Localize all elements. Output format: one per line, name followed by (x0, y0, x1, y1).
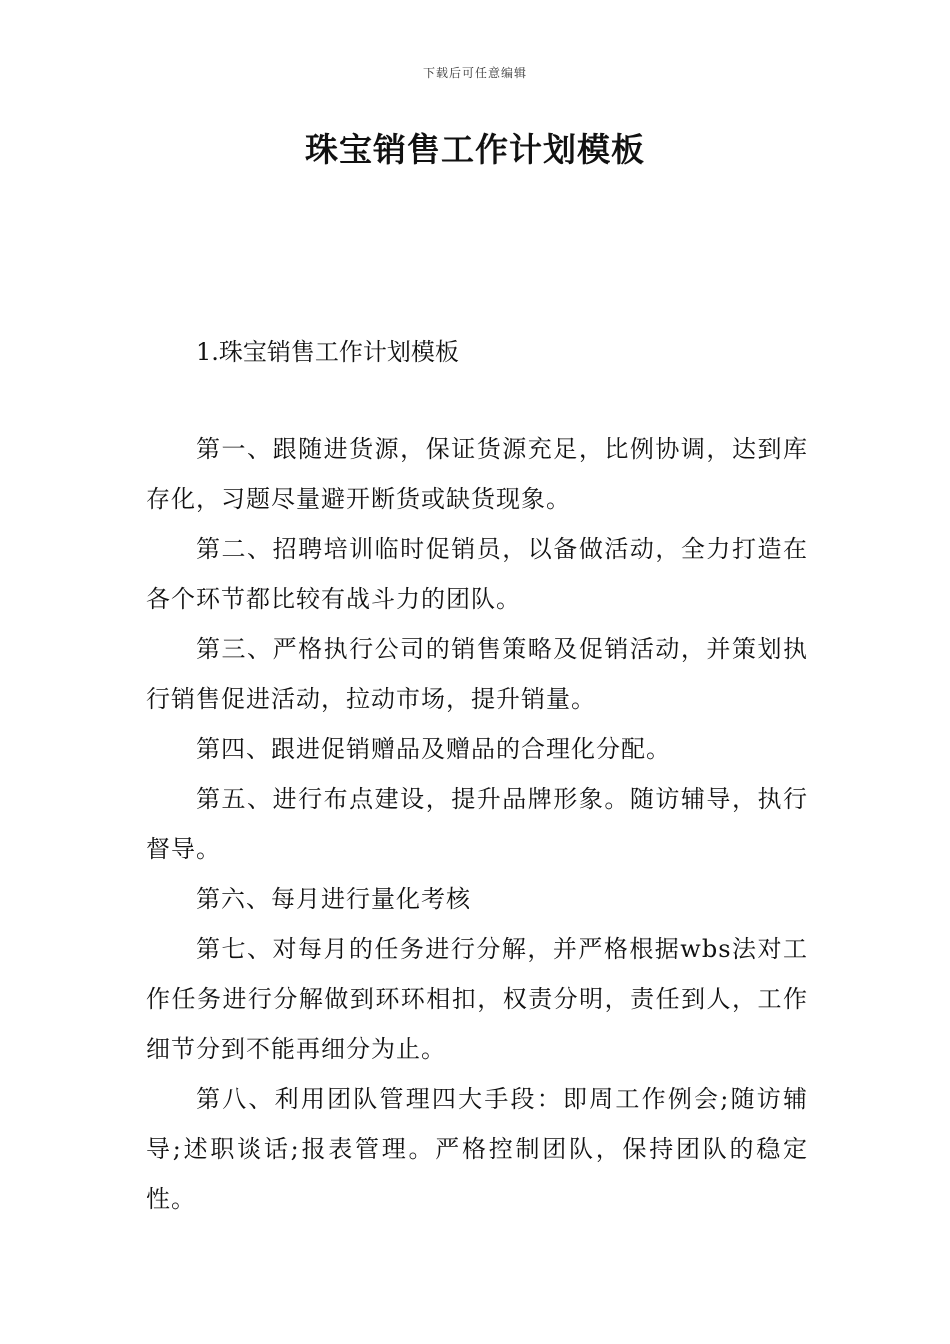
document-title: 珠宝销售工作计划模板 (305, 130, 645, 169)
paragraph-2: 第二、招聘培训临时促销员，以备做活动，全力打造在各个环节都比较有战斗力的团队。 (146, 535, 808, 613)
paragraph-7: 第七、对每月的任务进行分解，并严格根据wbs法对工作任务进行分解做到环环相扣，权责分明，责任到人，工作细节分到不能再细分为止。 (146, 935, 808, 1063)
paragraph-5: 第五、进行布点建设，提升品牌形象。随访辅导，执行督导。 (146, 785, 808, 863)
paragraph-3: 第三、严格执行公司的销售策略及促销活动，并策划执行销售促进活动，拉动市场，提升销量。 (146, 635, 808, 713)
header-note: 下载后可任意编辑 (422, 66, 527, 80)
paragraph-4: 第四、跟进促销赠品及赠品的合理化分配。 (196, 735, 671, 763)
section-heading: 1.珠宝销售工作计划模板 (196, 338, 459, 366)
paragraph-8: 第八、利用团队管理四大手段：即周工作例会;随访辅导;述职谈话;报表管理。严格控制团队，保持团队的稳定性。 (146, 1085, 808, 1213)
paragraph-1: 第一、跟随进货源，保证货源充足，比例协调，达到库存化，习题尽量避开断货或缺货现象。 (146, 435, 808, 513)
body-text (146, 424, 808, 1224)
paragraph-6: 第六、每月进行量化考核 (196, 885, 471, 913)
